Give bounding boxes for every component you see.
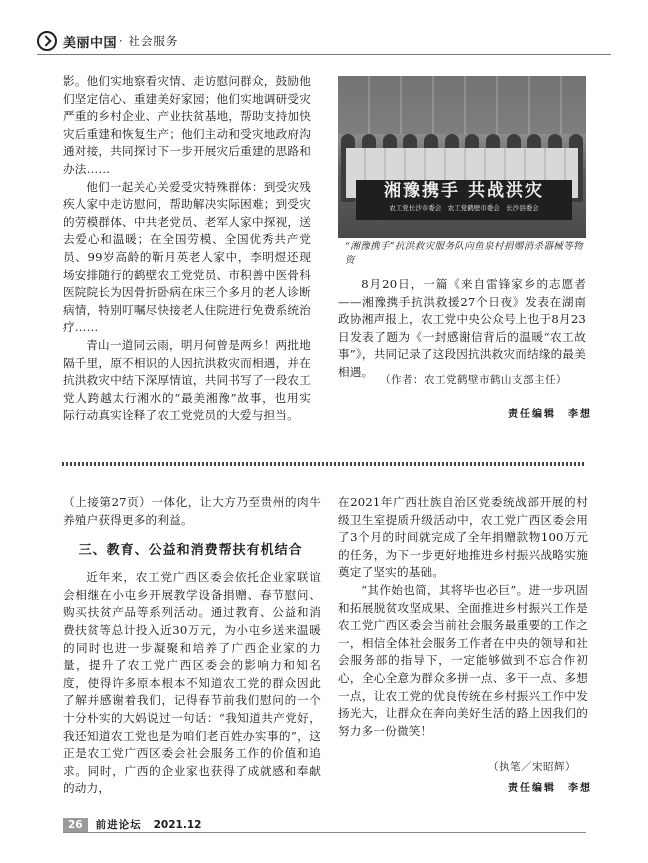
page-footer	[63, 817, 201, 832]
author-byline: （作者：农工党鹤壁市鹤山支部主任）	[380, 374, 567, 386]
paragraph: “其作始也简，其将毕也必巨”。进一步巩固和拓展脱贫攻坚成果、全面推进乡村振兴工作是农工党广西区委会当前社会服务最重要的工作之一，相信全体社会服务工作者在中央的领导和社会服务部的指导下，一定能够做到不忘合作初心，全心全意为群众多拼一点、多干一点、多想一点，让农工党的优良传统在乡村振兴工作中发扬光大，让群众在奔向美好生活的路上因我们的努力多一份微笑！	[338, 582, 588, 738]
responsible-editor: 责任编辑 李想	[508, 783, 592, 794]
responsible-editor: 责任编辑 李想	[508, 409, 592, 420]
paragraph: 他们一起关心关爱受灾特殊群体：到受灾残疾人家中走访慰问，帮助解决实际困难；到受灾的劳模群体、中共老党员、老军人家中探视，送去爱心和温暖；在全国劳模、全国优秀共产党员、99岁高龄的靳月英老人家中，李明煜还现场安排随行的鹤壁农工党党员、市积善中医骨科医院院长为因骨折卧病在床三个多月的老人诊断病情，特别叮嘱尽快接老人住院进行免费系统治疗……	[63, 179, 311, 335]
article-top-left-column	[63, 73, 311, 425]
subsection-title: · 社会服务	[119, 34, 179, 48]
author-byline: （执笔／宋昭辉）	[488, 761, 576, 773]
paragraph: 青山一道同云雨，明月何曾是两乡！两批地隔千里，原不相识的人因抗洪救灾而相遇，并在抗洪救灾中结下深厚情谊，共同书写了一段农工党人跨越太行湘水的“最美湘豫”故事，也用实际行动真实诠释了农工党党员的大爱与担当。	[63, 337, 311, 423]
continued-note: （上接第27页）一体化，让大方乃至贵州的肉牛养殖户获得更多的利益。	[63, 495, 321, 527]
section-heading: 三、教育、公益和消费帮扶有机结合	[78, 543, 303, 559]
banner-main-text: 湘豫携手 共战洪灾	[384, 181, 544, 201]
paragraph: 近年来，农工党广西区委会依托企业家联谊会相继在小屯乡开展教学设备捐赠、春节慰问、购买扶贫产品等系列活动。通过教育、公益和消费扶贫等总计投入近30万元，为小屯乡送来温暖的同时也进一步凝聚和培养了广西企业家的力量，提升了农工党广西区委会的影响力和知名度，使得许多原本根本不知道农工党的群众因此了解并感谢着我们，记得春节前我们慰问的一个十分朴实的大妈说过一句话：“我知道共产党好，我还知道农工党也是为咱们老百姓办实事的”，这正是农工党广西区委会社会服务工作的价值和追求。同时，广西的企业家也获得了成就感和奉献的动力，	[63, 570, 321, 796]
photo-banner	[356, 180, 572, 220]
paragraph: 在2021年广西壮族自治区党委统战部开展的村级卫生室提质升级活动中，农工党广西区委会用了3个月的时间就完成了全年捐赠款物100万元的任务，为下一步更好地推进乡村振兴战略实施奠定了坚实的基础。	[338, 495, 588, 580]
paragraph: 影。他们实地察看灾情、走访慰问群众，鼓励他们坚定信心、重建美好家园；他们实地调研受灾严重的乡村企业、产业扶贫基地，帮助支持加快灾后重建和恢复生产；他们主动和受灾地政府沟通对接，共同探讨下一步开展灾后重建的思路和办法……	[63, 74, 311, 176]
magazine-name: 前进论坛	[95, 819, 142, 831]
photo-caption: “湘豫携手”抗洪救灾服务队向鱼泉村捐赠消杀器械等物资	[345, 241, 583, 266]
photo-building	[338, 76, 586, 134]
arrow-circle-icon	[37, 31, 57, 51]
article-top-right-column	[338, 276, 586, 382]
paragraph: 8月20日，一篇《来自雷锋家乡的志愿者——湘豫携手抗洪救援27个日夜》发表在湖南政协湘声报上，农工党中央公众号上也于8月23日发表了题为《一封感谢信背后的温暖“农工故事”》，共同记录了这段因抗洪救灾而结缘的最美相遇。	[338, 277, 586, 379]
footer-rule	[63, 832, 586, 833]
article-photo	[338, 76, 586, 238]
banner-sub-text: 农工党长沙市委会 农工党鹤壁市委会 长沙县委会	[389, 204, 539, 212]
article-bottom-right-column	[338, 494, 588, 740]
page-header	[37, 31, 178, 51]
issue-number: 2021.12	[153, 818, 202, 831]
article-divider	[62, 462, 586, 466]
page-number: 26	[63, 818, 88, 832]
header-rule	[37, 54, 611, 55]
article-bottom-left-column	[63, 494, 321, 798]
section-title: 美丽中国	[63, 35, 118, 51]
